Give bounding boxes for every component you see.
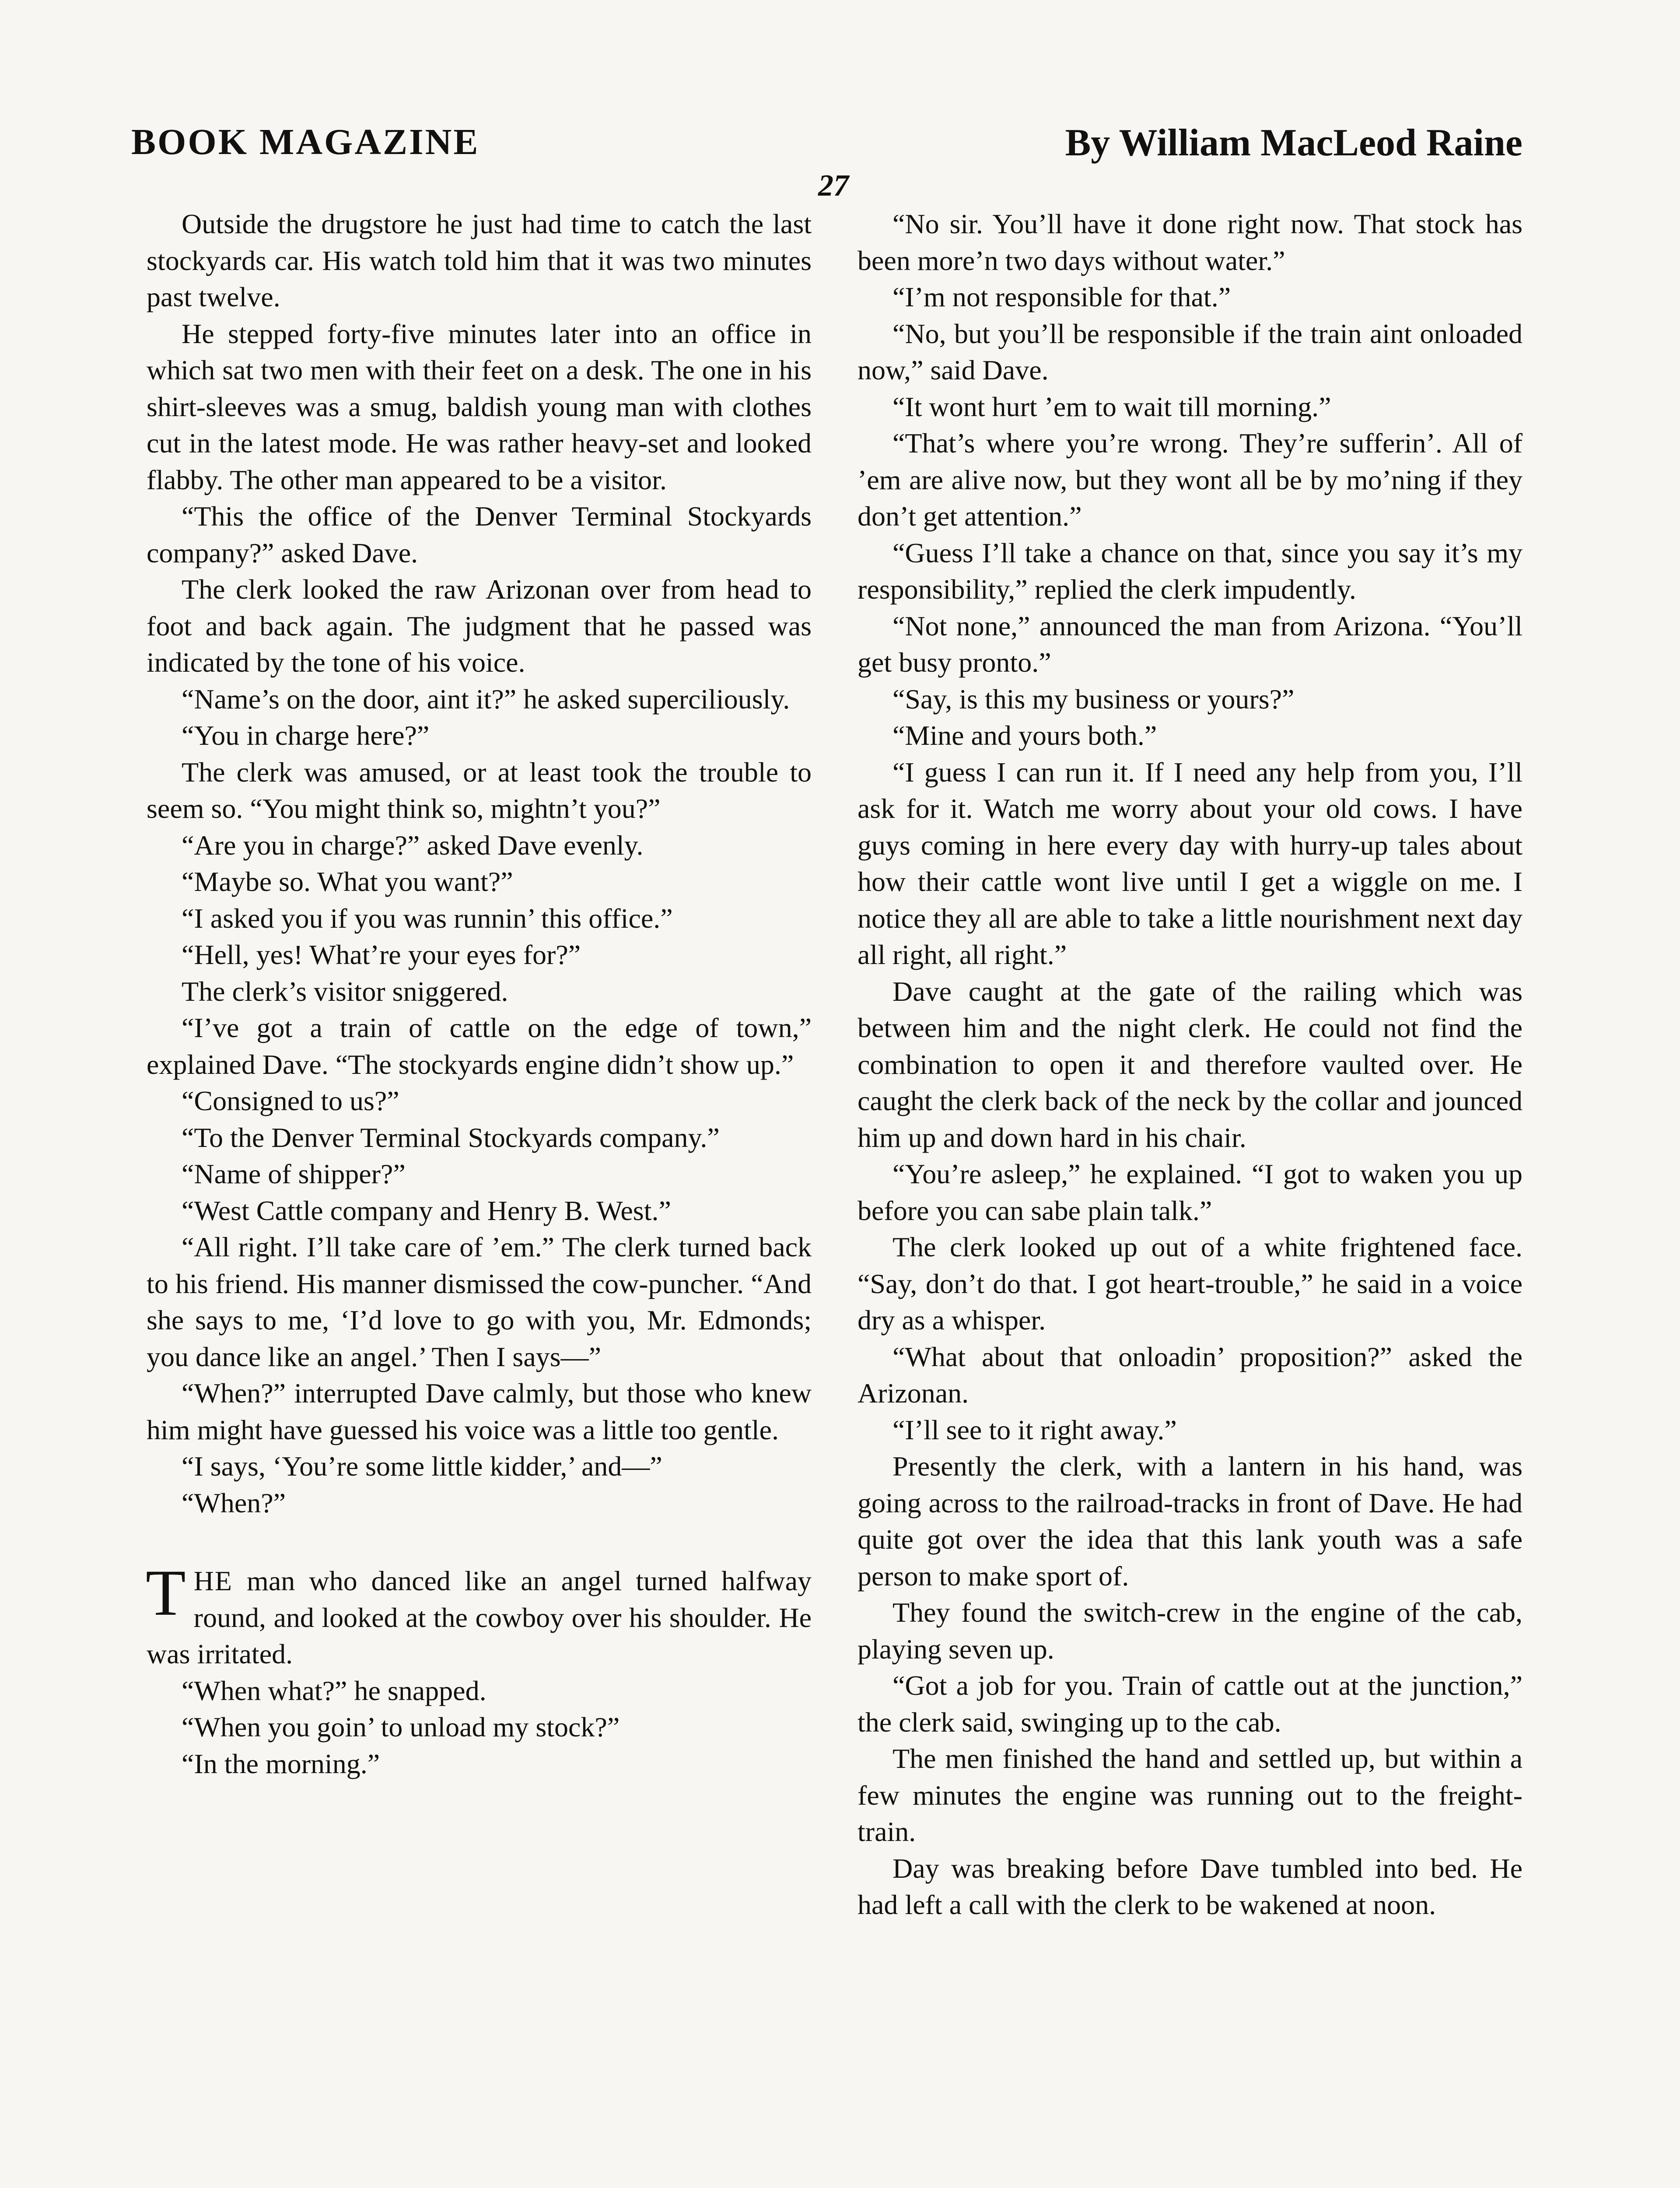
paragraph: The clerk looked the raw Arizonan over from head to foot and back again. The judgment that he passed was indicated by the tone of his voice.	[147, 574, 812, 678]
paragraph: “Name of shipper?”	[182, 1158, 406, 1189]
paragraph: “In the morning.”	[182, 1748, 380, 1779]
paragraph: “Maybe so. What you want?”	[182, 866, 513, 897]
paragraph: “I asked you if you was runnin’ this office.”	[182, 902, 673, 934]
paragraph: “I’ve got a train of cattle on the edge of town,” explained Dave. “The stockyards engine didn’t show up.”	[147, 1012, 812, 1080]
paragraph: “That’s where you’re wrong. They’re sufferin’. All of ’em are alive now, but they wont all be by mo’ning if they don’t get attention.”	[858, 428, 1522, 532]
paragraph: They found the switch-crew in the engine of the cab, playing seven up.	[858, 1597, 1522, 1665]
paragraph: “Not none,” announced the man from Arizona. “You’ll get busy pronto.”	[858, 610, 1522, 678]
paragraph: The clerk was amused, or at least took the trouble to seem so. “You might think so, mightn’t you?”	[147, 756, 812, 824]
paragraph: “I says, ‘You’re some little kidder,’ and—”	[182, 1451, 662, 1482]
paragraph: “It wont hurt ’em to wait till morning.”	[892, 391, 1331, 422]
paragraph: He stepped forty-five minutes later into an office in which sat two men with their feet on a desk. The one in his shirt-sleeves was a smug, baldish young man with clothes cut in the latest mode. He was rather heavy-set and looked flabby. The other man appeared to be a visitor.	[147, 318, 812, 495]
paragraph: “Are you in charge?” asked Dave evenly.	[182, 829, 644, 861]
paragraph: “Consigned to us?”	[182, 1085, 399, 1116]
paragraph: The clerk looked up out of a white frightened face. “Say, don’t do that. I got heart-trouble,” he said in a voice dry as a whisper.	[858, 1231, 1522, 1336]
paragraph: “West Cattle company and Henry B. West.”	[182, 1195, 671, 1226]
dropcap-paragraph	[146, 1557, 812, 1673]
section-break	[147, 1521, 812, 1563]
paragraph: “I guess I can run it. If I need any help from you, I’ll ask for it. Watch me worry about your old cows. I have guys coming in here every day with hurry-up tales about how their cattle wont live until I get a wiggle on me. I notice they all are able to take a little nourishment next day all right, all right.”	[858, 756, 1522, 970]
drop-cap: T	[146, 1557, 186, 1629]
paragraph: “I’ll see to it right away.”	[892, 1414, 1177, 1445]
paragraph: Outside the drugstore he just had time to catch the last stockyards car. His watch told him that it was two minutes past twelve.	[147, 208, 812, 312]
paragraph: “All right. I’ll take care of ’em.” The clerk turned back to his friend. His manner dismissed the cow-puncher. “And she says to me, ‘I’d love to go with you, Mr. Edmonds; you dance like an angel.’ Then I says—”	[147, 1231, 812, 1372]
paragraph: “No sir. You’ll have it done right now. That stock has been more’n two days without water.”	[858, 208, 1522, 276]
paragraph: “What about that onloadin’ proposition?” asked the Arizonan.	[858, 1341, 1522, 1409]
paragraph: The men finished the hand and settled up, but within a few minutes the engine was running out to the freight-train.	[858, 1743, 1522, 1847]
small-caps: HE	[193, 1565, 233, 1596]
magazine-title: BOOK MAGAZINE	[131, 122, 480, 162]
paragraph: Presently the clerk, with a lantern in his hand, was going across to the railroad-tracks in front of Dave. He had quite got over the idea that this lank youth was a safe person to make sport of.	[858, 1451, 1522, 1592]
paragraph: “You in charge here?”	[182, 720, 430, 751]
paragraph: “When?”	[182, 1487, 286, 1518]
paragraph: “To the Denver Terminal Stockyards company.”	[182, 1122, 720, 1153]
paragraph: “When you goin’ to unload my stock?”	[182, 1711, 620, 1743]
paragraph: “You’re asleep,” he explained. “I got to waken you up before you can sabe plain talk.”	[858, 1158, 1522, 1226]
paragraph: “When what?” he snapped.	[182, 1675, 486, 1706]
paragraph: “No, but you’ll be responsible if the train aint onloaded now,” said Dave.	[858, 318, 1522, 386]
paragraph: Day was breaking before Dave tumbled into bed. He had left a call with the clerk to be wakened at noon.	[858, 1852, 1522, 1920]
paragraph-text: man who danced like an angel turned halfway round, and looked at the cowboy over his shoulder. He was irritated.	[147, 1565, 812, 1669]
left-column	[147, 206, 812, 1782]
paragraph: “This the office of the Denver Terminal Stockyards company?” asked Dave.	[147, 501, 812, 568]
paragraph: Dave caught at the gate of the railing which was between him and the night clerk. He could not find the combination to open it and therefore vaulted over. He caught the clerk back of the neck by the collar and jounced him up and down hard in his chair.	[858, 975, 1522, 1153]
paragraph: “I’m not responsible for that.”	[892, 281, 1231, 312]
paragraph: “Guess I’ll take a chance on that, since you say it’s my responsibility,” replied the clerk impudently.	[858, 537, 1522, 605]
page-number: 27	[818, 169, 849, 203]
paragraph: “Say, is this my business or yours?”	[892, 683, 1295, 715]
paragraph: “Hell, yes! What’re your eyes for?”	[182, 939, 581, 970]
right-column	[858, 206, 1522, 1923]
paragraph: “Mine and yours both.”	[892, 720, 1157, 751]
paragraph: The clerk’s visitor sniggered.	[182, 975, 508, 1007]
page-header	[131, 121, 1522, 169]
author-byline: By William MacLeod Raine	[1065, 122, 1522, 164]
paragraph: “Name’s on the door, aint it?” he asked superciliously.	[182, 683, 790, 715]
paragraph: “Got a job for you. Train of cattle out at the junction,” the clerk said, swinging up to the cab.	[858, 1670, 1522, 1738]
paragraph: “When?” interrupted Dave calmly, but those who knew him might have guessed his voice was a little too gentle.	[147, 1378, 812, 1445]
